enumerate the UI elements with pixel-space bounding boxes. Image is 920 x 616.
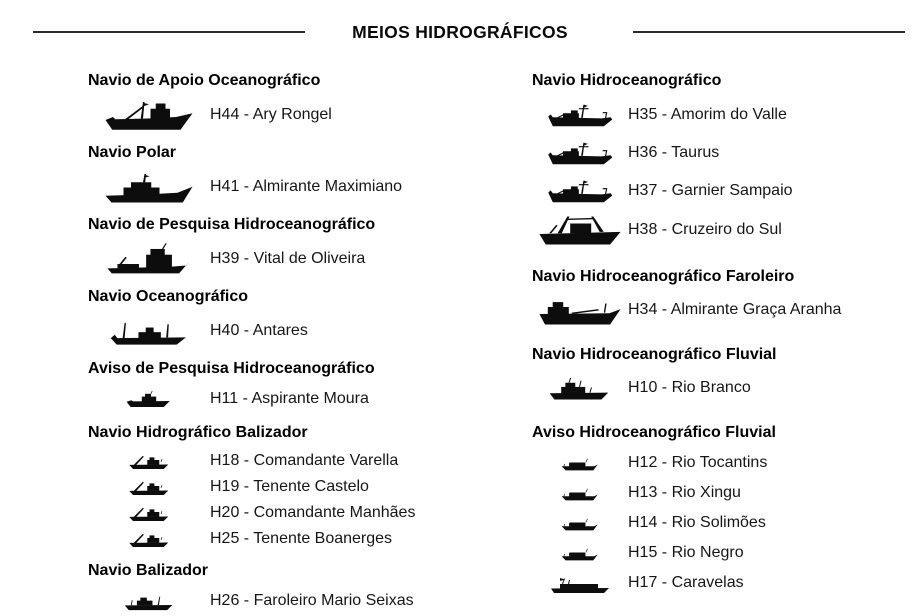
category-section [88,286,510,350]
ship-label: H17 - Caravelas [628,574,744,591]
hydro-survey-ship-icon [532,141,628,166]
category-header: Aviso de Pesquisa Hidroceanográfico [88,360,375,377]
ship-label: H41 - Almirante Maximiano [210,178,403,195]
ship-row [532,508,920,538]
ship-row [532,568,920,598]
ship-row [88,448,510,474]
ship-label: H19 - Tenente Castelo [210,478,369,495]
category-header: Navio Oceanográfico [88,288,249,305]
balizador-ship-icon [88,479,210,496]
category-header: Navio de Apoio Oceanográfico [88,72,321,89]
small-fluvial-ship-icon [532,456,628,471]
polar-ship-icon [88,171,210,204]
vessel-columns [0,70,920,616]
ship-label: H14 - Rio Solimões [628,514,766,531]
category-section [88,422,510,552]
ship-label: H37 - Garnier Sampaio [628,182,793,199]
category-section [88,142,510,206]
column-left [88,70,510,616]
ship-row [532,96,920,134]
hydro-survey-ship-icon [532,179,628,204]
faroleiro-ship-icon [532,295,628,326]
ship-row [88,384,510,414]
category-header: Navio Hidroceanográfico Fluvial [532,346,777,363]
hydro-survey-ship-icon [532,103,628,128]
category-section [88,358,510,414]
category-section [532,266,920,328]
ship-label: H10 - Rio Branco [628,379,751,396]
small-fluvial-ship-icon [532,546,628,561]
ship-row [532,292,920,328]
category-header: Navio Hidrográfico Balizador [88,424,308,441]
catamaran-ship-icon [532,572,628,594]
ship-row [532,172,920,210]
title-rule-left [33,31,305,33]
ship-row [88,586,510,616]
ship-label: H20 - Comandante Manhães [210,504,416,521]
category-header: Aviso Hidroceanográfico Fluvial [532,424,776,441]
title-rule-right [633,31,905,33]
aviso-ship-icon [88,390,210,408]
category-section [532,422,920,598]
ship-label: H18 - Comandante Varella [210,452,399,469]
ship-label: H40 - Antares [210,322,308,339]
ship-label: H13 - Rio Xingu [628,484,741,501]
ship-label: H34 - Almirante Graça Aranha [628,301,842,318]
title-bar [0,0,920,58]
ship-label: H39 - Vital de Oliveira [210,250,366,267]
ship-row [88,474,510,500]
category-section [88,560,510,616]
oceanographic-ship-icon [88,317,210,346]
ship-label: H35 - Amorim do Valle [628,106,787,123]
ship-label: H25 - Tenente Boanerges [210,530,393,547]
fluvial-ship-icon [532,377,628,400]
ship-row [88,526,510,552]
category-header: Navio de Pesquisa Hidroceanográfico [88,216,376,233]
small-fluvial-ship-icon [532,486,628,501]
ship-row [88,168,510,206]
support-ship-icon [88,99,210,132]
ship-label: H36 - Taurus [628,144,720,161]
balizador-ship-icon [88,531,210,548]
ship-row [88,96,510,134]
ship-row [532,478,920,508]
ship-row [532,538,920,568]
ship-label: H26 - Faroleiro Mario Seixas [210,592,414,609]
ship-row [532,210,920,250]
page-title: MEIOS HIDROGRÁFICOS [352,22,568,42]
column-right [532,70,920,616]
buoy-tender-ship-icon [88,592,210,611]
small-fluvial-ship-icon [532,516,628,531]
category-header: Navio Hidroceanográfico [532,72,722,89]
ship-label: H15 - Rio Negro [628,544,744,561]
balizador-ship-icon [88,453,210,470]
research-ship-icon [88,243,210,275]
category-section [532,70,920,250]
ship-row [88,500,510,526]
ship-label: H11 - Aspirante Moura [210,390,369,407]
category-section [532,344,920,406]
ship-row [532,134,920,172]
ship-row [88,312,510,350]
trawler-ship-icon [532,215,628,246]
category-header: Navio Balizador [88,562,209,579]
category-section [88,214,510,278]
ship-label: H12 - Rio Tocantins [628,454,768,471]
ship-label: H38 - Cruzeiro do Sul [628,221,782,238]
ship-row [88,240,510,278]
category-header: Navio Hidroceanográfico Faroleiro [532,268,795,285]
ship-row [532,370,920,406]
balizador-ship-icon [88,505,210,522]
category-section [88,70,510,134]
ship-label: H44 - Ary Rongel [210,106,332,123]
ship-row [532,448,920,478]
category-header: Navio Polar [88,144,177,161]
